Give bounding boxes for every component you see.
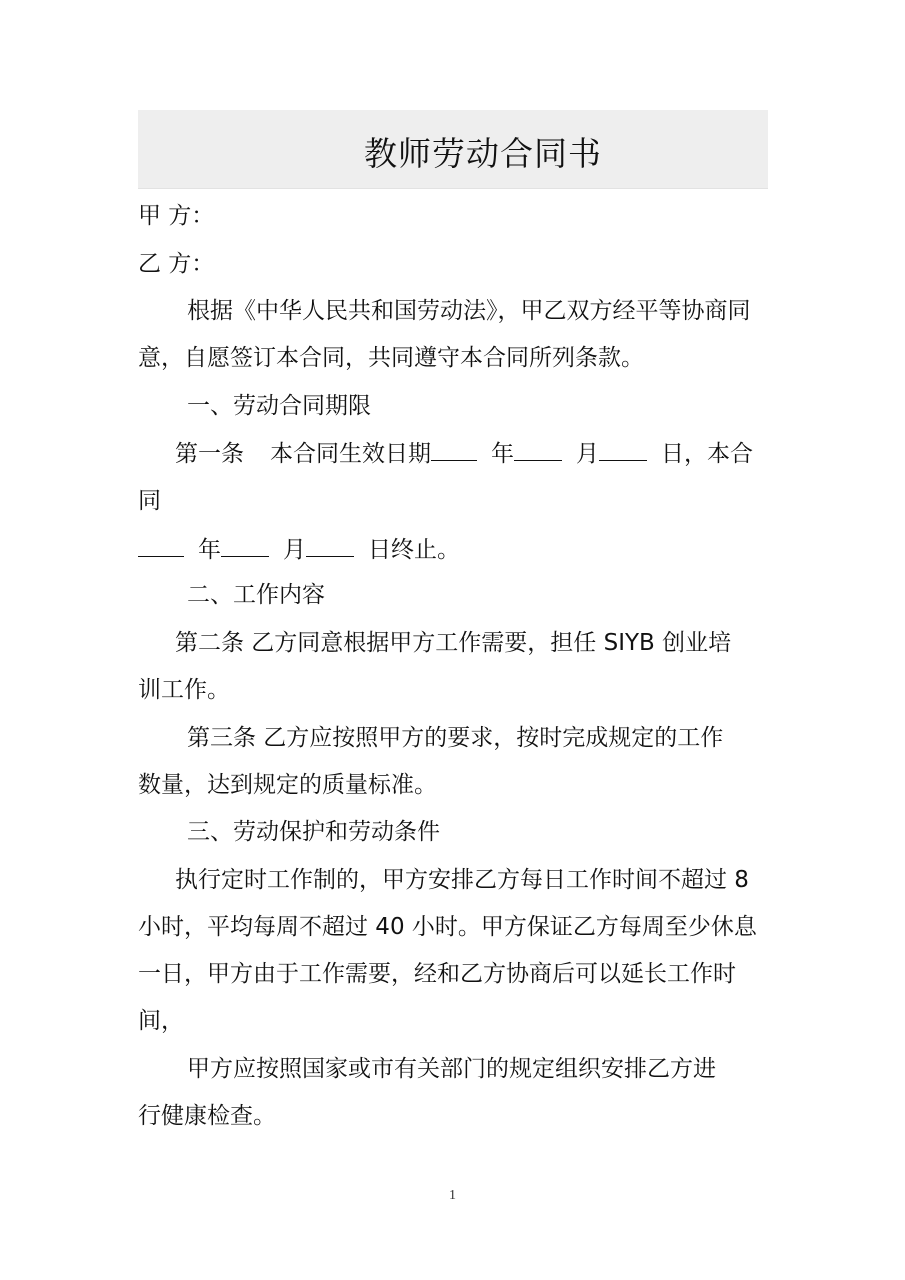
section-2-heading: 二、工作内容: [187, 582, 325, 608]
article-2-line-2: 训工作。: [138, 677, 230, 703]
article-3-line-1: 第三条 乙方应按照甲方的要求，按时完成规定的工作: [187, 725, 724, 751]
end-month-blank: [221, 534, 269, 557]
page-number: 1: [449, 1188, 456, 1203]
end-year-label: 年: [198, 537, 221, 563]
year-blank: [431, 438, 477, 461]
end-month-label: 月: [283, 537, 306, 563]
day-then-text: 日，本合: [661, 441, 753, 467]
document-title: 教师劳动合同书: [364, 134, 602, 173]
day-blank: [599, 438, 647, 461]
intro-line-1: 根据《中华人民共和国劳动法》，甲乙双方经平等协商同: [187, 298, 751, 324]
article-3-line-2: 数量，达到规定的质量标准。: [138, 772, 437, 798]
month-label: 月: [576, 441, 599, 467]
section-3-para-1-line-1: 执行定时工作制的，甲方安排乙方每日工作时间不超过 8: [175, 867, 749, 893]
end-day-blank: [306, 534, 354, 557]
section-3-heading: 三、劳动保护和劳动条件: [187, 819, 440, 845]
section-1-heading: 一、劳动合同期限: [187, 393, 371, 419]
article-1-line-3: [138, 534, 460, 565]
section-3-para-1-line-4: 间，: [138, 1008, 184, 1034]
party-b-label: 乙 方：: [138, 251, 215, 277]
year-label: 年: [491, 441, 514, 467]
section-3-para-1-line-2: 小时，平均每周不超过 40 小时。甲方保证乙方每周至少休息: [138, 914, 757, 940]
title-band: [138, 110, 768, 189]
ends-text: 日终止。: [368, 537, 460, 563]
article-1-line-1: [175, 438, 753, 469]
intro-line-2: 意，自愿签订本合同，共同遵守本合同所列条款。: [138, 345, 644, 371]
article-2-line-1: 第二条 乙方同意根据甲方工作需要，担任 SIYB 创业培: [175, 630, 732, 656]
section-3-para-1-line-3: 一日，甲方由于工作需要，经和乙方协商后可以延长工作时: [138, 961, 736, 987]
article-1-line-2: 同: [138, 488, 161, 514]
article-1-label: 第一条: [175, 441, 244, 467]
article-1-text: 本合同生效日期: [270, 441, 431, 467]
section-3-para-2-line-2: 行健康检查。: [138, 1103, 276, 1129]
party-a-label: 甲 方：: [138, 203, 215, 229]
section-3-para-2-line-1: 甲方应按照国家或市有关部门的规定组织安排乙方进: [187, 1056, 716, 1082]
end-year-blank: [138, 534, 184, 557]
month-blank: [514, 438, 562, 461]
